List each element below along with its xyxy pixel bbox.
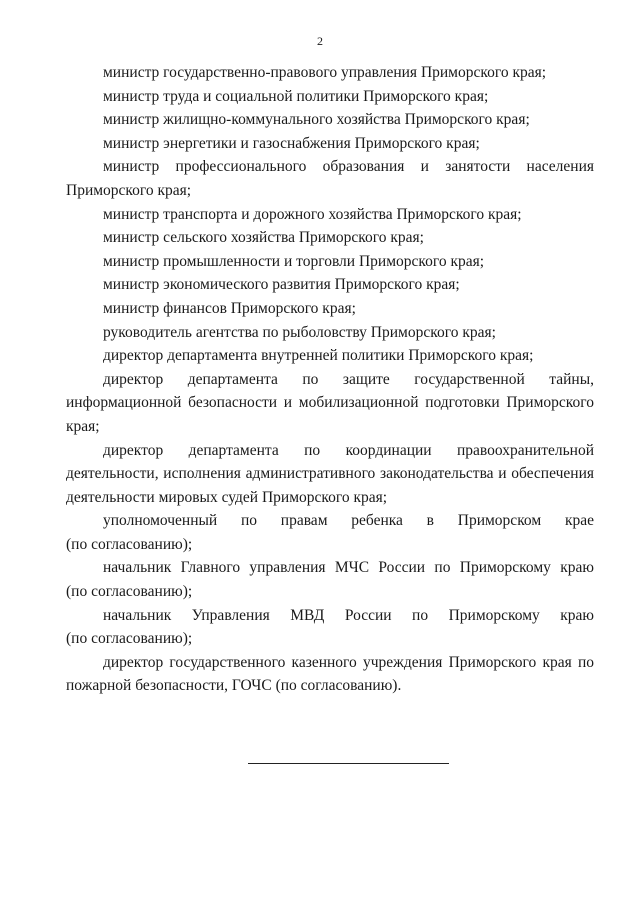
list-item: министр труда и социальной политики Приморского края; (103, 87, 489, 105)
list-item: директор департамента по координации правоохранительной деятельности, исполнения административного законодательства и обеспечения деятельности мировых судей Приморского края; (66, 441, 594, 506)
list-item: министр промышленности и торговли Приморского края; (103, 252, 485, 270)
list-item: министр энергетики и газоснабжения Приморского края; (103, 134, 480, 152)
list-item-continuation: Приморского края; (66, 181, 192, 199)
list-item: начальник Управления МВД России по Приморскому краю (103, 606, 594, 624)
list-item: министр жилищно-коммунального хозяйства Приморского края; (103, 111, 530, 129)
list-item: министр транспорта и дорожного хозяйства Приморского края; (103, 205, 522, 223)
list-item: руководитель агентства по рыболовству Приморского края; (103, 323, 496, 341)
list-item: министр профессионального образования и занятости населения (103, 158, 594, 176)
list-item-continuation: (по согласованию); (66, 583, 193, 601)
list-item: министр сельского хозяйства Приморского края; (103, 229, 424, 247)
list-item: министр экономического развития Приморского края; (103, 276, 460, 294)
document-body (66, 61, 594, 698)
list-item: директор департамента внутренней политики Приморского края; (103, 347, 534, 365)
list-item: директор государственного казенного учреждения Приморского края по пожарной безопасности, ГОЧС (по согласованию). (66, 653, 594, 695)
list-item: начальник Главного управления МЧС России по Приморскому краю (103, 559, 594, 577)
list-item: министр финансов Приморского края; (103, 299, 356, 317)
list-item-continuation: (по согласованию); (66, 630, 193, 648)
list-item: уполномоченный по правам ребенка в Приморском крае (103, 512, 594, 530)
list-item-continuation: (по согласованию); (66, 535, 193, 553)
end-divider-line (248, 763, 449, 764)
page-number: 2 (317, 34, 323, 48)
list-item: министр государственно-правового управления Приморского края; (103, 64, 547, 81)
list-item: директор департамента по защите государственной тайны, информационной безопасности и мобилизационной подготовки Приморского края; (66, 370, 594, 435)
